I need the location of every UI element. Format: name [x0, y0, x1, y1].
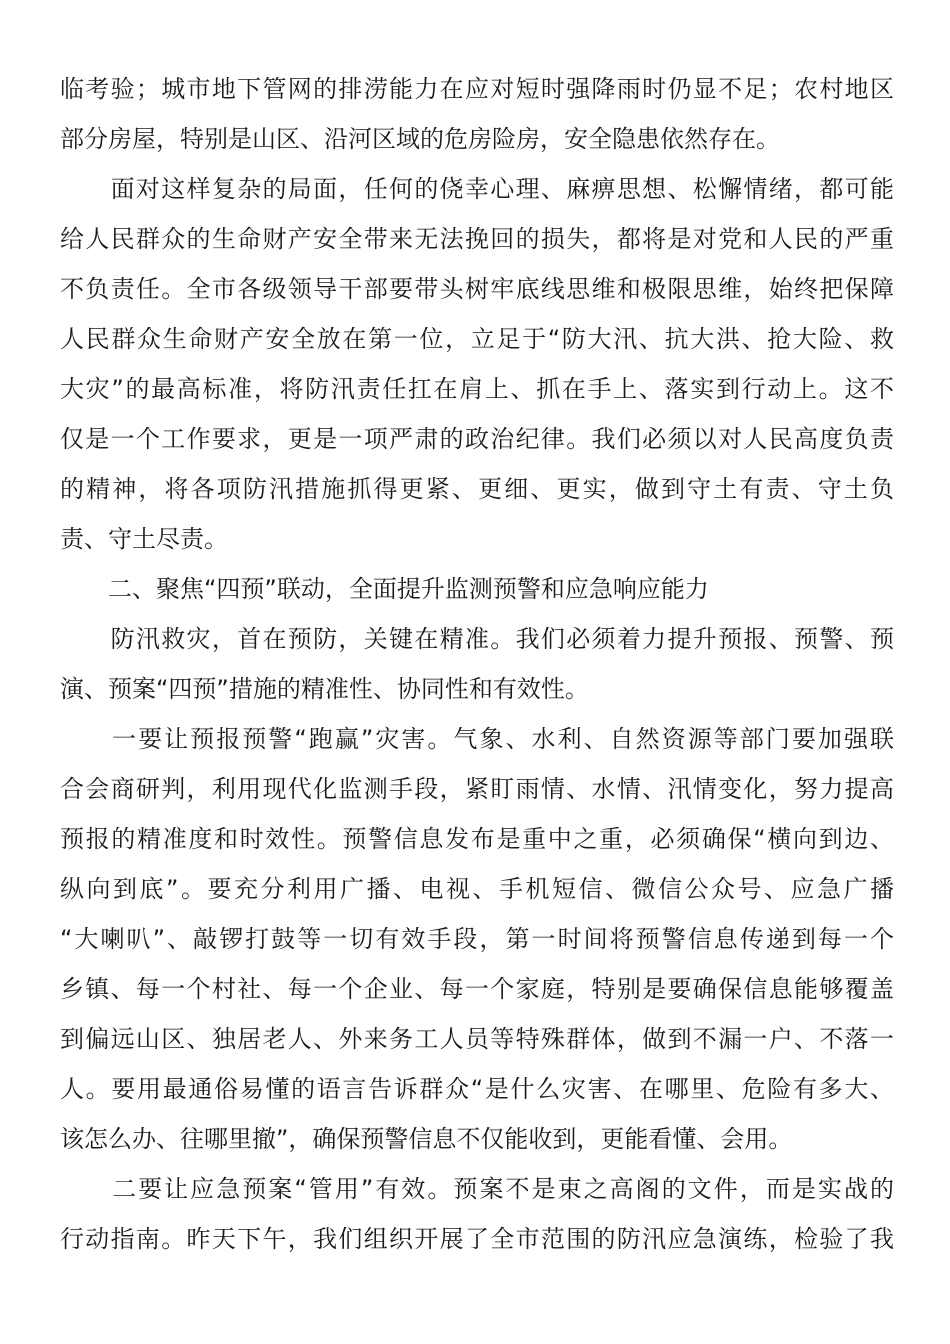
text-line: 一要让预报预警“跑赢”灾害。气象、水利、自然资源等部门要加强联: [60, 725, 894, 753]
section-heading: 二、聚焦“四预”联动，全面提升监测预警和应急响应能力: [60, 575, 709, 603]
text-line: 不负责任。全市各级领导干部要带头树牢底线思维和极限思维，始终把保障: [60, 275, 894, 303]
text-line: 大灾”的最高标准，将防汛责任扛在肩上、抓在手上、落实到行动上。这不: [60, 375, 894, 403]
text-line: 行动指南。昨天下午，我们组织开展了全市范围的防汛应急演练，检验了我: [60, 1225, 894, 1253]
text-line: 防汛救灾，首在预防，关键在精准。我们必须着力提升预报、预警、预: [60, 625, 894, 653]
text-line: 纵向到底”。要充分利用广播、电视、手机短信、微信公众号、应急广播: [60, 875, 894, 903]
text-line: 二要让应急预案“管用”有效。预案不是束之高阁的文件，而是实战的: [60, 1175, 894, 1203]
text-line: 到偏远山区、独居老人、外来务工人员等特殊群体，做到不漏一户、不落一: [60, 1025, 894, 1053]
text-line: 乡镇、每一个村社、每一个企业、每一个家庭，特别是要确保信息能够覆盖: [60, 975, 894, 1003]
text-line: 面对这样复杂的局面，任何的侥幸心理、麻痹思想、松懈情绪，都可能: [60, 175, 894, 203]
text-line: 给人民群众的生命财产安全带来无法挽回的损失，都将是对党和人民的严重: [60, 225, 894, 253]
text-line: 人民群众生命财产安全放在第一位，立足于“防大汛、抗大洪、抢大险、救: [60, 325, 894, 353]
text-line: 责、守土尽责。: [60, 525, 228, 553]
text-line: 的精神，将各项防汛措施抓得更紧、更细、更实，做到守土有责、守土负: [60, 475, 894, 503]
text-line: 该怎么办、往哪里撤”，确保预警信息不仅能收到，更能看懂、会用。: [60, 1125, 793, 1153]
text-line: “大喇叭”、敲锣打鼓等一切有效手段，第一时间将预警信息传递到每一个: [60, 925, 894, 953]
text-line: 合会商研判，利用现代化监测手段，紧盯雨情、水情、汛情变化，努力提高: [60, 775, 894, 803]
text-line: 预报的精准度和时效性。预警信息发布是重中之重，必须确保“横向到边、: [60, 825, 894, 853]
text-line: 临考验；城市地下管网的排涝能力在应对短时强降雨时仍显不足；农村地区: [60, 75, 894, 103]
text-line: 仅是一个工作要求，更是一项严肃的政治纪律。我们必须以对人民高度负责: [60, 425, 894, 453]
text-line: 人。要用最通俗易懂的语言告诉群众“是什么灾害、在哪里、危险有多大、: [60, 1075, 894, 1103]
text-line: 部分房屋，特别是山区、沿河区域的危房险房，安全隐患依然存在。: [60, 125, 780, 153]
text-line: 演、预案“四预”措施的精准性、协同性和有效性。: [60, 675, 589, 703]
